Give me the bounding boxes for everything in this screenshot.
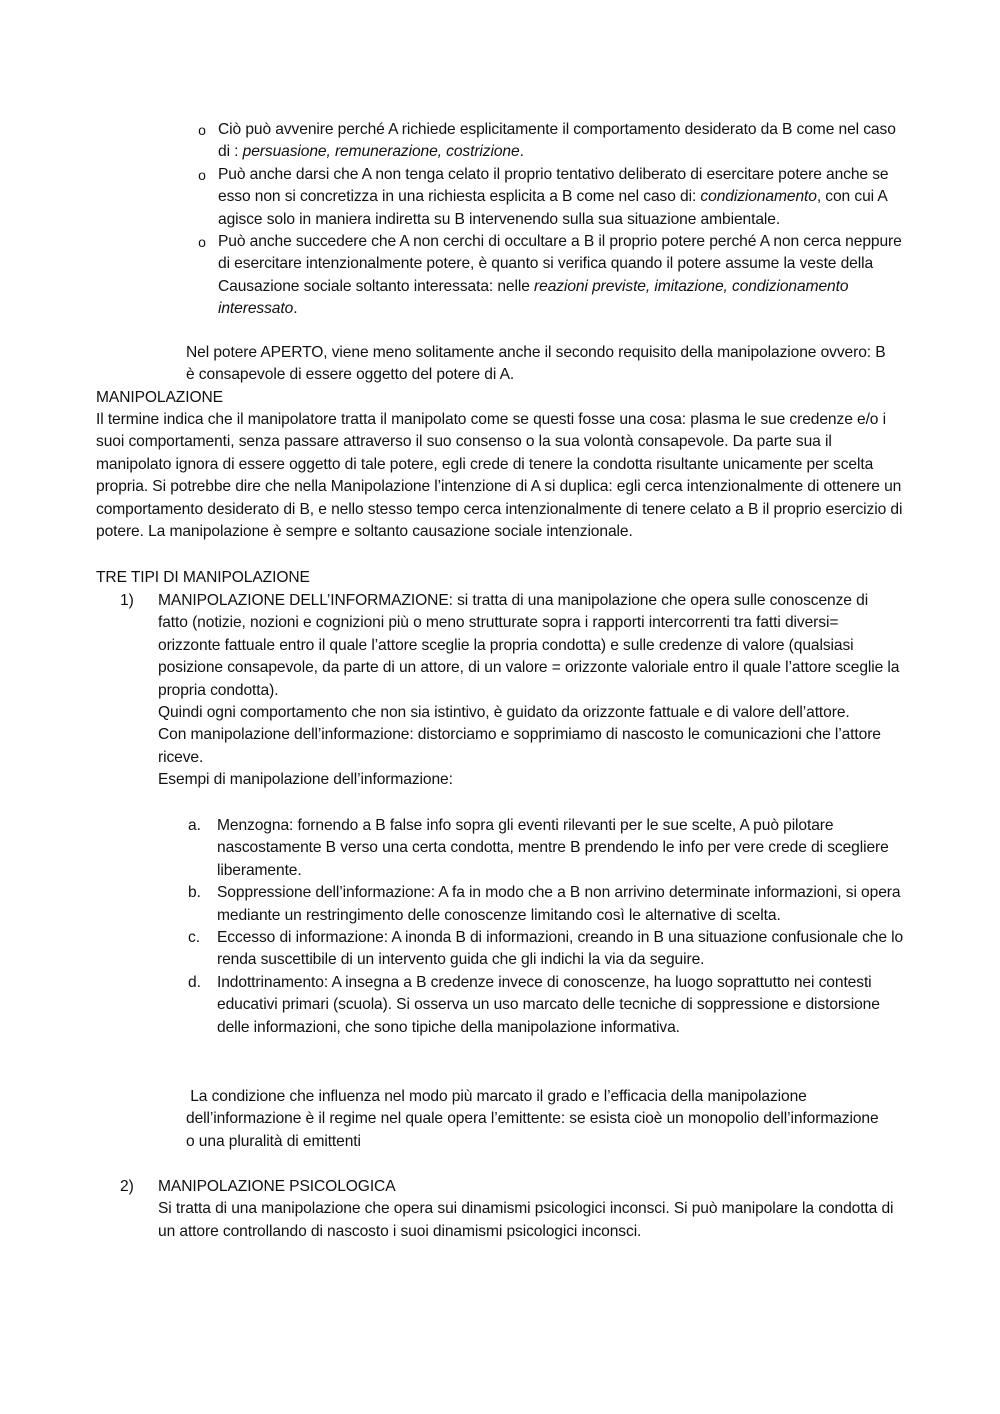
example-item [188, 927, 910, 972]
list-item-text: MANIPOLAZIONE PSICOLOGICA [158, 1178, 396, 1195]
list-number: 2) [120, 1178, 134, 1195]
potere-aperto-paragraph: Nel potere APERTO, viene meno solitamente anche il secondo requisito della manipolazione ovvero: B è consapevole di essere oggetto del potere di A. [186, 344, 886, 384]
bullet-item [186, 164, 906, 231]
list-item-paragraph: Quindi ogni comportamento che non sia istintivo, è guidato da orizzonte fattuale e di valore dell’attore. [158, 704, 850, 722]
example-letter: a. [188, 817, 201, 834]
example-item [188, 972, 910, 1039]
example-text: Indottrinamento: A insegna a B credenze invece di conoscenze, ha luogo soprattutto nei contesti educativi primari (scuola). Si osserva un uso marcato delle tecniche di soppressione e distorsione delle informazioni, che sono tipiche della manipolazione informativa. [217, 973, 880, 1036]
list-item-manipolazione-psicologica [120, 1176, 900, 1243]
list-item-paragraph: Con manipolazione dell’informazione: distorciamo e sopprimiamo di nascosto le comunicazioni che l’attore riceve. [158, 726, 881, 766]
bullet-text: Ciò può avvenire perché A richiede esplicitamente il comportamento desiderato da B come nel caso di : persuasione, remunerazione, costrizione. [218, 121, 896, 161]
circle-bullet-icon: o [198, 234, 206, 251]
list-item-text: MANIPOLAZIONE DELL’INFORMAZIONE: si tratta di una manipolazione che opera sulle conoscenze di fatto (notizie, nozioni e cognizioni più o meno strutturate sopra i rapporti intercorrenti tra fatti diversi= orizzonte fattuale entro il quale l’attore sceglie la propria condotta) e sulle credenze di valore (qualsiasi posizione consapevole, da parte di un attore, di un valore = orizzonte valoriale entro il quale l’attore sceglie la propria condotta). [158, 592, 900, 699]
circle-bullet-icon: o [198, 166, 206, 183]
example-letter: b. [188, 884, 201, 902]
condizione-paragraph: La condizione che influenza nel modo più marcato il grado e l’efficacia della manipolazione dell’informazione è il regime nel quale opera l’emittente: se esista cioè un monopolio dell’informazione o una pluralità di emittenti [186, 1088, 883, 1150]
bullet-item [186, 231, 906, 321]
example-text: Soppressione dell’informazione: A fa in modo che a B non arrivino determinate informazioni, si opera mediante un restringimento delle conoscenze limitando così le alternative di scelta. [217, 884, 901, 924]
bullet-item [186, 119, 906, 164]
list-item-paragraph: Si tratta di una manipolazione che opera sui dinamismi psicologici inconsci. Si può manipolare la condotta di un attore controllando di nascosto i suoi dinamismi psicologici inconsci. [158, 1200, 894, 1240]
section-heading-manipolazione: MANIPOLAZIONE [96, 389, 223, 406]
example-text: Eccesso di informazione: A inonda B di informazioni, creando in B una situazione confusionale che lo renda suscettibile di un intervento guida che gli indichi la via da seguire. [217, 929, 904, 969]
list-item-body [158, 1176, 900, 1243]
list-item-manipolazione-informazione [120, 590, 900, 792]
example-item [188, 815, 910, 882]
circle-bullet-icon: o [198, 122, 206, 138]
list-item-paragraph: Esempi di manipolazione dell’informazione: [158, 771, 453, 789]
list-item-body [158, 590, 900, 792]
example-letter: c. [188, 929, 200, 947]
manipolazione-paragraph: Il termine indica che il manipolatore tratta il manipolato come se questi fosse una cosa: plasma le sue credenze e/o i suoi comportamenti, senza passare attraverso il suo consenso o la sua volontà consapevole. Da parte sua il manipolato ignora di essere oggetto di tale potere, egli crede di tenere la condotta risultante unicamente per scelta propria. Si potrebbe dire che nella Manipolazione l’intenzione di A si duplica: egli cerca intenzionalmente di ottenere un comportamento desiderato di B, e nello stesso tempo cerca intenzionalmente di tenere celato a B il proprio esercizio di potere. La manipolazione è sempre e soltanto causazione sociale intenzionale. [96, 411, 903, 541]
example-letter: d. [188, 973, 201, 991]
example-text: Menzogna: fornendo a B false info sopra gli eventi rilevanti per le sue scelte, A può pilotare nascostamente B verso una certa condotta, mentre B prendendo le info per vere crede di scegliere liberamente. [217, 817, 889, 879]
example-item [188, 882, 910, 927]
section-heading-tre-tipi: TRE TIPI DI MANIPOLAZIONE [96, 569, 310, 586]
examples-list [188, 815, 910, 1039]
bullet-text: Può anche succedere che A non cerchi di occultare a B il proprio potere perché A non cerca neppure di esercitare intenzionalmente potere, è quanto si verifica quando il potere assume la veste della Causazione sociale soltanto interessata: nelle reazioni previste, imitazione, condizionamento interessato. [218, 233, 902, 318]
bullet-list-potere [186, 119, 906, 321]
bullet-text: Può anche darsi che A non tenga celato il proprio tentativo deliberato di esercitare potere anche se esso non si concretizza in una richiesta esplicita a B come nel caso di: condizionamento, con cui A agisce solo in maniera indiretta su B intervenendo sulla sua situazione ambientale. [218, 165, 889, 228]
list-number: 1) [120, 592, 134, 609]
